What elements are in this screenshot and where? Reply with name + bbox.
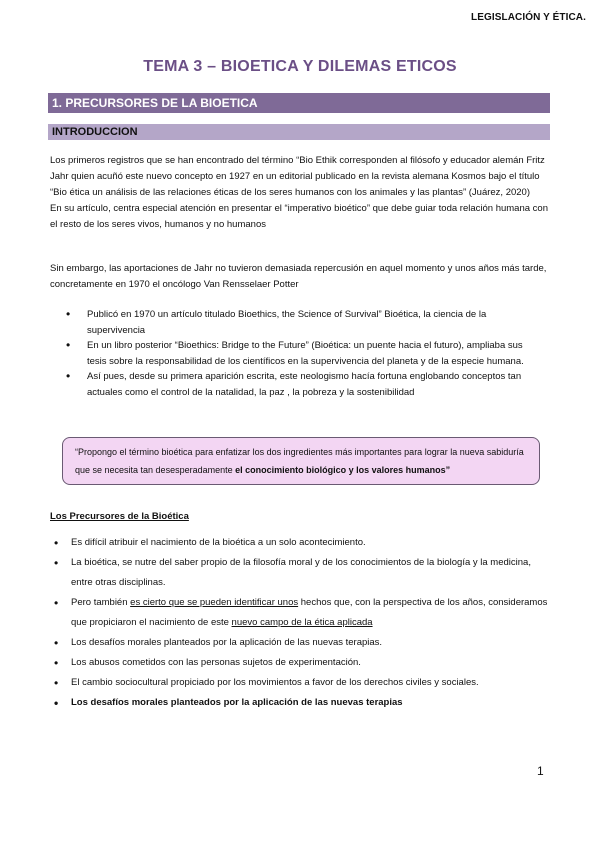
intro-paragraph-imperativo: En su artículo, centra especial atención en presentar el “imperativo bioético” que debe guiar toda relación humana con el resto de los seres vivos, humanos y no humanos [50, 203, 548, 230]
running-header: LEGISLACIÓN Y ÉTICA. [471, 12, 586, 23]
list-item: • Publicó en 1970 un artículo titulado Bioethics, the Science of Survival” Bioética, la ciencia de la supervivencia [62, 307, 544, 338]
intro-paragraph-jahr: Los primeros registros que se han encontrado del término “Bio Ethik corresponden al filósofo y educador alemán Fritz Jahr quien acuñó este nuevo concepto en 1927 en un editorial publicado en la revista alemana Kosmos bajo el título “Bio ética un análisis de las relaciones éticas de los seres humanos con los animales y las plantas” (Juárez, 2020) [50, 155, 545, 198]
underlined-text: nuevo campo de la ética aplicada [231, 617, 373, 628]
document-title: TEMA 3 – BIOETICA Y DILEMAS ETICOS [143, 58, 457, 75]
intro-paragraph [50, 153, 550, 233]
page-number: 1 [537, 764, 544, 778]
list-item-text: Pero también [71, 597, 131, 608]
precursores-bullet-list [48, 533, 548, 713]
list-item: • Los abusos cometidos con las personas sujetos de experimentación. [48, 653, 548, 673]
list-item: • Así pues, desde su primera aparición escrita, este neologismo hacía fortuna englobando conceptos tan actuales como el control de la natalidad, la paz , la pobreza y la sostenibilidad [62, 369, 544, 400]
quote-emphasis: el conocimiento biológico y los valores humanos” [235, 465, 451, 475]
list-item [48, 593, 548, 633]
subsection-heading-introduccion: INTRODUCCION [48, 124, 550, 140]
list-item: • Los desafíos morales planteados por la aplicación de las nuevas terapias. [48, 633, 548, 653]
list-item: • El cambio sociocultural propiciado por los movimientos a favor de los derechos civiles y sociales. [48, 673, 548, 693]
list-item: • La bioética, se nutre del saber propio de la filosofía moral y de los conocimientos de la biología y la medicina, entre otras disciplinas. [48, 553, 548, 593]
list-item-text: hechos que, con la perspectiva de los años, consideramos que propiciaron el nacimiento de este [71, 597, 548, 628]
list-item: • Es difícil atribuir el nacimiento de la bioética a un solo acontecimiento. [48, 533, 548, 553]
potter-bullet-list [62, 307, 544, 400]
list-item: • Los desafíos morales planteados por la aplicación de las nuevas terapias [48, 693, 548, 713]
section-heading-precursores: 1. PRECURSORES DE LA BIOETICA [48, 93, 550, 113]
quote-text: “Propongo el término bioética para enfatizar los dos ingredientes más importantes para lograr la nueva sabiduría que se necesita tan desesperadamente [75, 447, 524, 475]
quote-box [62, 437, 540, 485]
precursores-heading: Los Precursores de la Bioética [50, 511, 189, 522]
potter-paragraph: Sin embargo, las aportaciones de Jahr no tuvieron demasiada repercusión en aquel momento y unos años más tarde, concretamente en 1970 el oncólogo Van Rensselaer Potter [50, 263, 547, 290]
underlined-text: es cierto que se pueden identificar unos [130, 597, 299, 608]
list-item: • En un libro posterior “Bioethics: Bridge to the Future” (Bioética: un puente hacia el futuro), ampliaba sus tesis sobre la responsabilidad de los científicos en la supervivencia del planeta y de la especie humana. [62, 338, 544, 369]
